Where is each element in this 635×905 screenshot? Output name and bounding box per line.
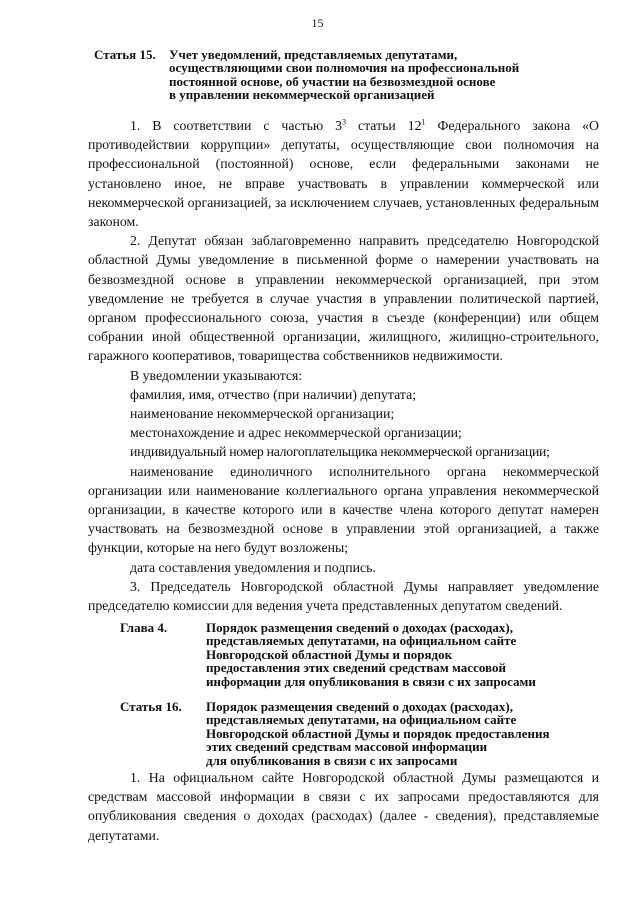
article-15-title-line-4: в управлении некоммерческой организацией — [169, 87, 435, 103]
article-15-paragraph-2: 2. Депутат обязан заблаговременно направить председателю Новгородской областной Думы уведомление в письменной форме о намерении участвовать на безвозмездной основе в управлении некоммерческой организацией, при этом уведомление не требуется в случае участия в управлении политической партией, органом профессионального союза, участия в съезде (конференции) или общем собрании иной общественной организации, жилищного, жилищно-строительного, гаражного кооперативов, товарищества собственников недвижимости. — [88, 233, 599, 364]
article-16-title-line-5: для опубликования в связи с их запросами — [206, 752, 458, 768]
chapter-4-title-line-4: предоставления этих сведений средствам массовой — [206, 660, 506, 676]
article-15-body — [88, 116, 599, 615]
article-15-title-line-1: Учет уведомлений, представляемых депутатами, — [169, 47, 458, 62]
chapter-4-title-line-3: Новгородской областной Думы и порядок — [206, 646, 453, 662]
article-16-paragraph-1: 1. На официальном сайте Новгородской областной Думы размещаются и средствам массовой информации в связи с их запросами предоставляются для опубликования сведения о доходах (расходах) (далее - сведения), представляемые депутатами. — [88, 770, 599, 843]
article-15-label: Статья 15. — [94, 47, 156, 62]
article-16-title-line-1: Порядок размещения сведений о доходах (расходах), — [206, 699, 513, 714]
article-16-title-line-2: представляемых депутатами, на официальном сайте — [206, 712, 517, 728]
chapter-4-title-line-2: представляемых депутатами, на официальном сайте — [206, 633, 517, 649]
list-intro: В уведомлении указываются: — [130, 367, 303, 383]
chapter-4-heading — [120, 621, 600, 688]
chapter-4-label: Глава 4. — [120, 620, 168, 635]
article-15-paragraph-3: 3. Председатель Новгородской областной Думы направляет уведомление председателю комиссии для ведения учета представленных депутатом сведений. — [88, 578, 599, 614]
article-15-title-line-3: постоянной основе, об участии на безвозмездной основе — [169, 73, 496, 89]
list-item-4: индивидуальный номер налогоплательщика некоммерческой организации; — [130, 444, 550, 460]
list-item-5: наименование единоличного исполнительного органа некоммерческой организации или наименование коллегиального органа управления некоммерческой организации, в качестве которого или в качестве члена которого депутат намерен участвовать на безвозмездной основе в управлении этой организацией, а также функции, которые на него будут возложены; — [88, 463, 599, 556]
sup-3: 3 — [342, 117, 347, 127]
article-16-body — [88, 768, 599, 845]
article-16-title-line-4: этих сведений средствам массовой информации — [206, 739, 488, 755]
list-item-1: фамилия, имя, отчество (при наличии) депутата; — [130, 386, 417, 402]
chapter-4-title-line-5: информации для опубликования в связи с их запросами — [206, 673, 536, 689]
article-16-title-line-3: Новгородской областной Думы и порядок предоставления — [206, 725, 550, 741]
list-item-2: наименование некоммерческой организации; — [130, 406, 395, 422]
article-15-paragraph-1: 1. В соответствии с частью $3^3$ статьи $12^1$ Федерального закона «О противодействии коррупции» депутаты, осуществляющие свои полномочия на профессиональной (постоянной) основе, если федеральными законами не установлено иное, не вправе участвовать в управлении коммерческой или некоммерческой организацией, за исключением случаев, установленных федеральным законом. — [88, 117, 599, 230]
article-16-label: Статья 16. — [120, 699, 182, 714]
chapter-4-title-line-1: Порядок размещения сведений о доходах (расходах), — [206, 620, 513, 635]
article-15-title-line-2: осуществляющими свои полномочия на профессиональной — [169, 60, 520, 76]
page-number: 15 — [311, 16, 324, 30]
article-15-heading — [94, 48, 599, 102]
list-item-3: местонахождение и адрес некоммерческой организации; — [130, 425, 462, 441]
list-item-6: дата составления уведомления и подпись. — [130, 559, 376, 575]
article-16-heading — [120, 700, 600, 767]
sup-1: 1 — [421, 117, 426, 127]
